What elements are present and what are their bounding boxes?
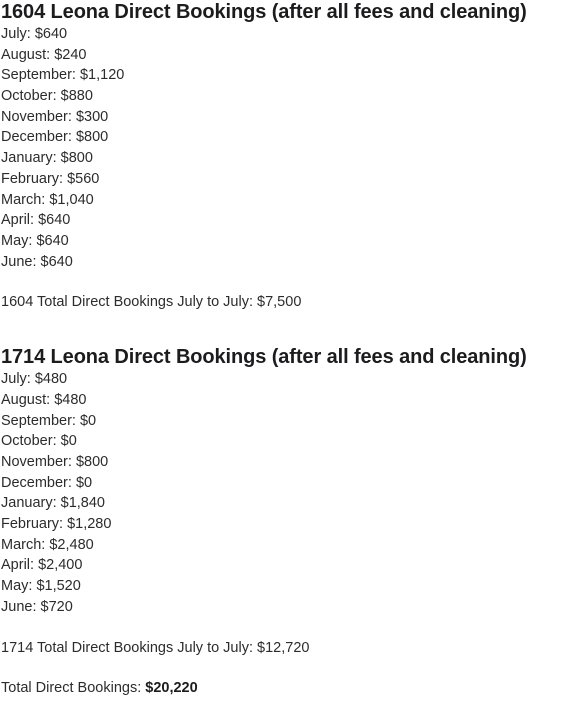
month-row-june: June: $640 bbox=[1, 253, 73, 270]
month-row-november: November: $300 bbox=[1, 108, 109, 125]
month-row-october: October: $0 bbox=[1, 433, 77, 450]
month-row-august: August: $240 bbox=[1, 46, 87, 63]
section-total: 1714 Total Direct Bookings July to July: $12,720 bbox=[1, 639, 310, 656]
month-row-june: June: $720 bbox=[1, 598, 73, 615]
month-row-may: May: $1,520 bbox=[1, 578, 81, 595]
month-row-march: March: $2,480 bbox=[1, 536, 94, 553]
monthly-bookings-list bbox=[1, 24, 587, 272]
spacer bbox=[1, 312, 587, 345]
month-row-february: February: $560 bbox=[1, 170, 100, 187]
section-title: 1604 Leona Direct Bookings (after all fees and cleaning) bbox=[1, 1, 527, 23]
month-row-february: February: $1,280 bbox=[1, 516, 112, 533]
month-row-january: January: $1,840 bbox=[1, 495, 105, 512]
month-row-may: May: $640 bbox=[1, 232, 69, 249]
section-total: 1604 Total Direct Bookings July to July: $7,500 bbox=[1, 294, 302, 311]
month-row-april: April: $2,400 bbox=[1, 557, 83, 574]
section-title: 1714 Leona Direct Bookings (after all fees and cleaning) bbox=[1, 346, 527, 369]
month-row-july: July: $480 bbox=[1, 371, 68, 388]
property-1604-section bbox=[1, 0, 587, 312]
grand-total-value: $20,220 bbox=[145, 679, 198, 696]
month-row-september: September: $0 bbox=[1, 412, 97, 429]
month-row-january: January: $800 bbox=[1, 150, 93, 167]
property-1714-section bbox=[1, 345, 587, 657]
spacer bbox=[1, 658, 587, 678]
month-row-december: December: $800 bbox=[1, 129, 109, 146]
grand-total-label: Total Direct Bookings: bbox=[1, 679, 146, 696]
bookings-document bbox=[1, 0, 587, 698]
monthly-bookings-list bbox=[1, 369, 587, 617]
grand-total-line bbox=[1, 678, 587, 698]
month-row-october: October: $880 bbox=[1, 88, 93, 105]
month-row-november: November: $800 bbox=[1, 454, 109, 470]
month-row-september: September: $1,120 bbox=[1, 67, 125, 84]
month-row-march: March: $1,040 bbox=[1, 191, 94, 208]
month-row-december: December: $0 bbox=[1, 474, 93, 491]
spacer bbox=[1, 272, 587, 292]
month-row-april: April: $640 bbox=[1, 212, 71, 229]
month-row-august: August: $480 bbox=[1, 391, 87, 408]
month-row-july: July: $640 bbox=[1, 26, 68, 42]
spacer bbox=[1, 618, 587, 638]
